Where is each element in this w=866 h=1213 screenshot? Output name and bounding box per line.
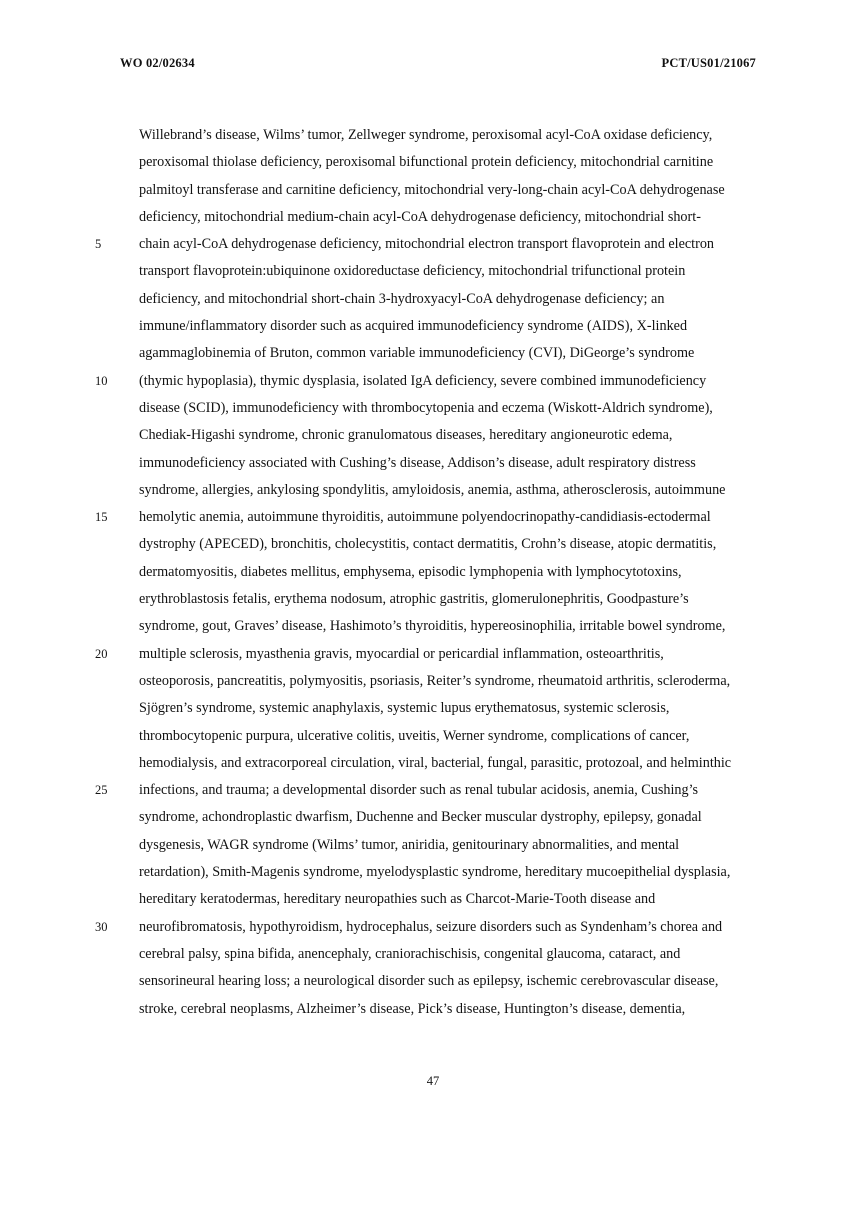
line-text: immune/inflammatory disorder such as acquired immunodeficiency syndrome (AIDS), X-linked [139, 318, 688, 335]
line-text: disease (SCID), immunodeficiency with thrombocytopenia and eczema (Wiskott-Aldrich syndrome), [139, 399, 713, 416]
line-number: 25 [95, 783, 108, 798]
line-text: hereditary keratodermas, hereditary neuropathies such as Charcot-Marie-Tooth disease and [139, 891, 656, 908]
line-text: Willebrand’s disease, Wilms’ tumor, Zellweger syndrome, peroxisomal acyl-CoA oxidase deficiency, [139, 127, 713, 143]
line-text: transport flavoprotein:ubiquinone oxidoreductase deficiency, mitochondrial trifunctional protein [139, 263, 686, 280]
text-line [95, 346, 785, 373]
line-text: (thymic hypoplasia), thymic dysplasia, isolated IgA deficiency, severe combined immunodeficiency [139, 372, 707, 389]
text-line [95, 756, 785, 783]
line-text: syndrome, allergies, ankylosing spondylitis, amyloidosis, anemia, asthma, atherosclerosis, autoimmune [139, 481, 726, 498]
text-line [95, 783, 785, 810]
line-number: 5 [95, 237, 102, 252]
line-text: multiple sclerosis, myasthenia gravis, myocardial or pericardial inflammation, osteoarthritis, [139, 645, 664, 662]
text-line [95, 537, 785, 564]
text-line [95, 210, 785, 237]
text-line [95, 619, 785, 646]
text-line [95, 947, 785, 974]
line-number: 15 [95, 510, 108, 525]
line-text: Sjögren’s syndrome, systemic anaphylaxis, systemic lupus erythematosus, systemic sclerosis, [139, 700, 670, 717]
text-line [95, 647, 785, 674]
text-line [95, 264, 785, 291]
text-line [95, 974, 785, 1001]
line-text: syndrome, gout, Graves’ disease, Hashimoto’s thyroiditis, hypereosinophilia, irritable bowel syndrome, [139, 618, 726, 635]
header-application-number: PCT/US01/21067 [661, 56, 756, 70]
text-line [95, 865, 785, 892]
line-text: deficiency, mitochondrial medium-chain acyl-CoA dehydrogenase deficiency, mitochondrial short- [139, 208, 701, 225]
line-text: Chediak-Higashi syndrome, chronic granulomatous diseases, hereditary angioneurotic edema, [139, 427, 673, 444]
text-line [95, 374, 785, 401]
text-line [95, 565, 785, 592]
line-text: syndrome, achondroplastic dwarfism, Duchenne and Becker muscular dystrophy, epilepsy, gonadal [139, 809, 702, 826]
line-text: immunodeficiency associated with Cushing’s disease, Addison’s disease, adult respiratory distress [139, 454, 696, 471]
text-line [95, 456, 785, 483]
line-text: thrombocytopenic purpura, ulcerative colitis, uveitis, Werner syndrome, complications of cancer, [139, 727, 690, 744]
line-text: cerebral palsy, spina bifida, anencephaly, craniorachischisis, congenital glaucoma, cataract, and [139, 945, 681, 962]
header-publication-number: WO 02/02634 [120, 56, 195, 70]
text-line [95, 1002, 785, 1029]
line-text: peroxisomal thiolase deficiency, peroxisomal bifunctional protein deficiency, mitochondrial carnitine [139, 154, 714, 171]
page-number: 47 [426, 1074, 440, 1088]
line-text: neurofibromatosis, hypothyroidism, hydrocephalus, seizure disorders such as Syndenham’s chorea and [139, 918, 723, 935]
line-text: hemolytic anemia, autoimmune thyroiditis, autoimmune polyendocrinopathy-candidiasis-ectodermal [139, 509, 711, 526]
text-line [95, 183, 785, 210]
line-text: dysgenesis, WAGR syndrome (Wilms’ tumor, aniridia, genitourinary abnormalities, and mental [139, 836, 680, 853]
line-number: 10 [95, 373, 108, 388]
text-line [95, 428, 785, 455]
line-text: agammaglobinemia of Bruton, common variable immunodeficiency (CVI), DiGeorge’s syndrome [139, 345, 695, 362]
line-number: 20 [95, 646, 108, 661]
text-line [95, 155, 785, 182]
line-text: stroke, cerebral neoplasms, Alzheimer’s disease, Pick’s disease, Huntington’s disease, dementia, [139, 1000, 686, 1017]
line-text: dystrophy (APECED), bronchitis, cholecystitis, contact dermatitis, Crohn’s disease, atopic dermatitis, [139, 536, 717, 553]
line-text: erythroblastosis fetalis, erythema nodosum, atrophic gastritis, glomerulonephritis, Goodpasture’s [139, 591, 689, 608]
text-line [95, 401, 785, 428]
text-line [95, 674, 785, 701]
text-line [95, 292, 785, 319]
text-line [95, 128, 785, 155]
page-header [120, 56, 756, 71]
text-line [95, 319, 785, 346]
text-line [95, 810, 785, 837]
text-line [95, 701, 785, 728]
line-number: 30 [95, 919, 108, 934]
text-line [95, 729, 785, 756]
line-text: dermatomyositis, diabetes mellitus, emphysema, episodic lymphopenia with lymphocytotoxins, [139, 563, 682, 580]
line-text: hemodialysis, and extracorporeal circulation, viral, bacterial, fungal, parasitic, protozoal, and helminthic [139, 754, 732, 771]
text-line [95, 592, 785, 619]
line-text: retardation), Smith-Magenis syndrome, myelodysplastic syndrome, hereditary mucoepithelial dysplasia, [139, 864, 731, 881]
line-text: chain acyl-CoA dehydrogenase deficiency, mitochondrial electron transport flavoprotein and electron [139, 236, 715, 253]
text-line [95, 483, 785, 510]
document-body [95, 128, 785, 1029]
line-text: sensorineural hearing loss; a neurological disorder such as epilepsy, ischemic cerebrovascular disease, [139, 973, 719, 990]
line-text: infections, and trauma; a developmental disorder such as renal tubular acidosis, anemia, Cushing’s [139, 782, 699, 799]
line-text: osteoporosis, pancreatitis, polymyositis, psoriasis, Reiter’s syndrome, rheumatoid arthritis, scleroderma, [139, 672, 731, 689]
text-line [95, 510, 785, 537]
text-line [95, 237, 785, 264]
text-line [95, 838, 785, 865]
line-text: deficiency, and mitochondrial short-chain 3-hydroxyacyl-CoA dehydrogenase deficiency; an [139, 290, 665, 307]
line-text: palmitoyl transferase and carnitine deficiency, mitochondrial very-long-chain acyl-CoA dehydrogenase [139, 181, 725, 198]
text-line [95, 892, 785, 919]
text-line [95, 920, 785, 947]
